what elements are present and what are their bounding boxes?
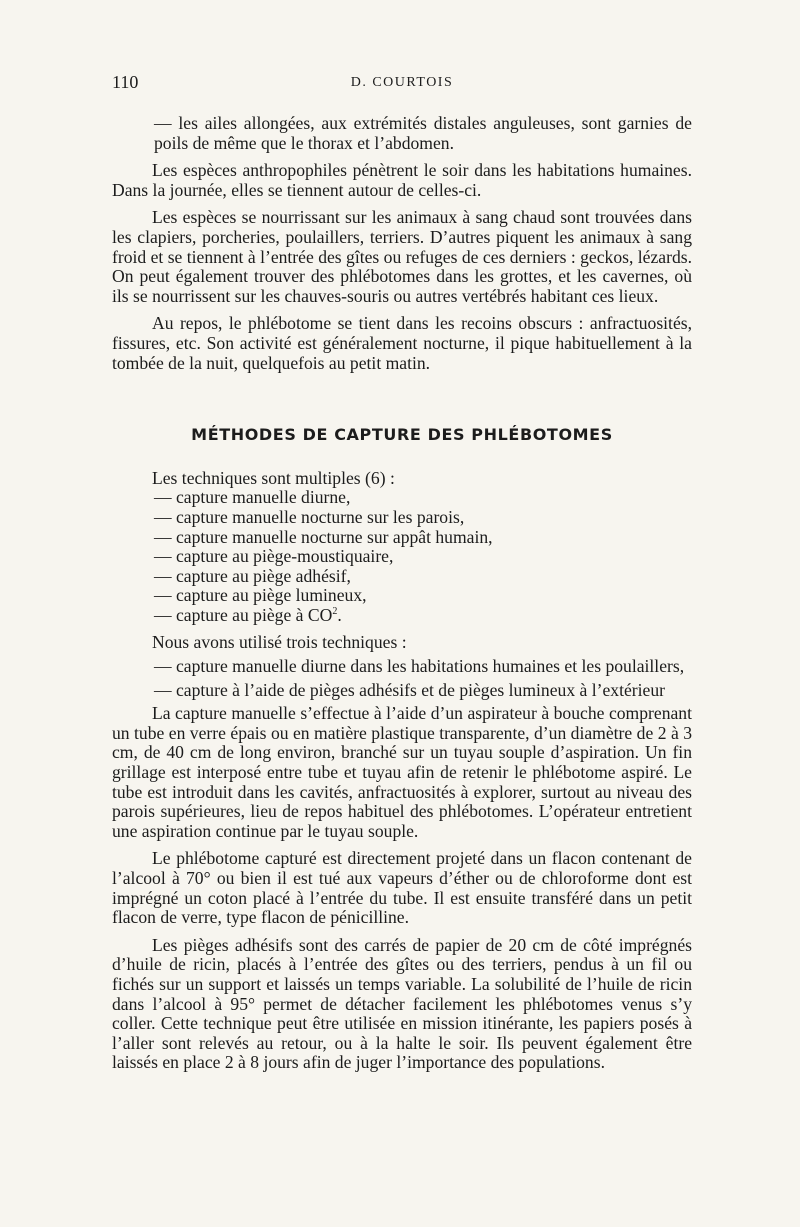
wing-list-item: — les ailes allongées, aux extrémités distales anguleuses, sont garnies de poils de même que le thorax et l’abdomen.: [154, 113, 692, 153]
technique-item: — capture au piège adhésif,: [154, 565, 351, 586]
page-number: 110: [112, 72, 139, 92]
running-head: D. COURTOIS: [350, 75, 454, 90]
paragraph-adhesive-traps: Les pièges adhésifs sont des carrés de papier de 20 cm de côté imprégnés d’huile de ricin, placés à l’entrée des gîtes ou des terriers, pendus à un fil ou fichés sur un support et laissés un temps variable. La solubilité de l’huile de ricin dans l’alcool à 95° permet de détacher facilement les phlébotomes venus s’y coller. Cette technique peut être utilisée en mission itinérante, les papiers posés à l’aller sont relevés au retour, ou à la halte le soir. Ils peuvent également être laissés en place 2 à 8 jours afin de juger l’importance des populations.: [112, 934, 692, 1073]
used-techniques-intro: Nous avons utilisé trois techniques :: [152, 632, 407, 653]
used-technique-item: — capture à l’aide de pièges adhésifs et de pièges lumineux à l’extérieur: [154, 679, 665, 700]
paragraph-captured-phlebotome: Le phlébotome capturé est directement projeté dans un flacon contenant de l’alcool à 70° ou bien il est tué aux vapeurs d’éther ou de chloroforme dont est imprégné un coton placé à l’entrée du tube. Il est ensuite transféré dans un petit flacon de verre, type flacon de pénicilline.: [112, 848, 692, 928]
technique-item: — capture manuelle diurne,: [154, 487, 351, 508]
technique-co2-end: .: [337, 604, 342, 625]
techniques-list: [112, 488, 692, 625]
technique-item: — capture manuelle nocturne sur les parois,: [154, 506, 465, 527]
technique-item: — capture au piège lumineux,: [154, 585, 367, 606]
used-technique-item: — capture manuelle diurne dans les habitations humaines et les poulaillers,: [154, 656, 685, 677]
co2-subscript: 2: [332, 606, 338, 618]
techniques-intro: Les techniques sont multiples (6) :: [152, 467, 395, 488]
paragraph-resting: Au repos, le phlébotome se tient dans les recoins obscurs : anfractuosités, fissures, etc. Son activité est généralement nocturne, il pique habituellement à la tombée de la nuit, quelquefois au petit matin.: [112, 313, 692, 373]
technique-item-co2: [112, 606, 692, 626]
paragraph-anthropophilic: Les espèces anthropophiles pénètrent le soir dans les habitations humaines. Dans la journée, elles se tiennent autour de celles-ci.: [112, 160, 692, 200]
technique-co2-text: — capture au piège à CO: [154, 604, 333, 625]
section-title: MÉTHODES DE CAPTURE DES PHLÉBOTOMES: [191, 425, 613, 445]
page-header: [112, 72, 692, 98]
paragraph-manual-capture: La capture manuelle s’effectue à l’aide d’un aspirateur à bouche comprenant un tube en verre épais ou en matière plastique transparente, d’un diamètre de 2 à 3 cm, de 40 cm de long environ, branché sur un tuyau souple d’aspiration. Un fin grillage est interposé entre tube et tuyau afin de retenir le phlébotome aspiré. Le tube est introduit dans les cavités, anfractuosités à explorer, surtout au niveau des parois supérieures, lieu de repos habituel des phlébotomes. L’opérateur entretient une aspiration continue par le tuyau souple.: [112, 703, 692, 841]
paragraph-warm-blooded: Les espèces se nourrissant sur les animaux à sang chaud sont trouvées dans les clapiers, porcheries, poulaillers, terriers. D’autres piquent les animaux à sang froid et se tiennent à l’entrée des gîtes ou refuges de ces derniers : geckos, lézards. On peut également trouver des phlébotomes dans les grottes, et les cavernes, où ils se nourrissent sur les chauves-souris ou autres vertébrés habitant ces lieux.: [112, 207, 692, 306]
technique-item: — capture manuelle nocturne sur appât humain,: [154, 526, 493, 547]
body-text: [112, 114, 692, 1073]
technique-item: — capture au piège-moustiquaire,: [154, 546, 394, 567]
